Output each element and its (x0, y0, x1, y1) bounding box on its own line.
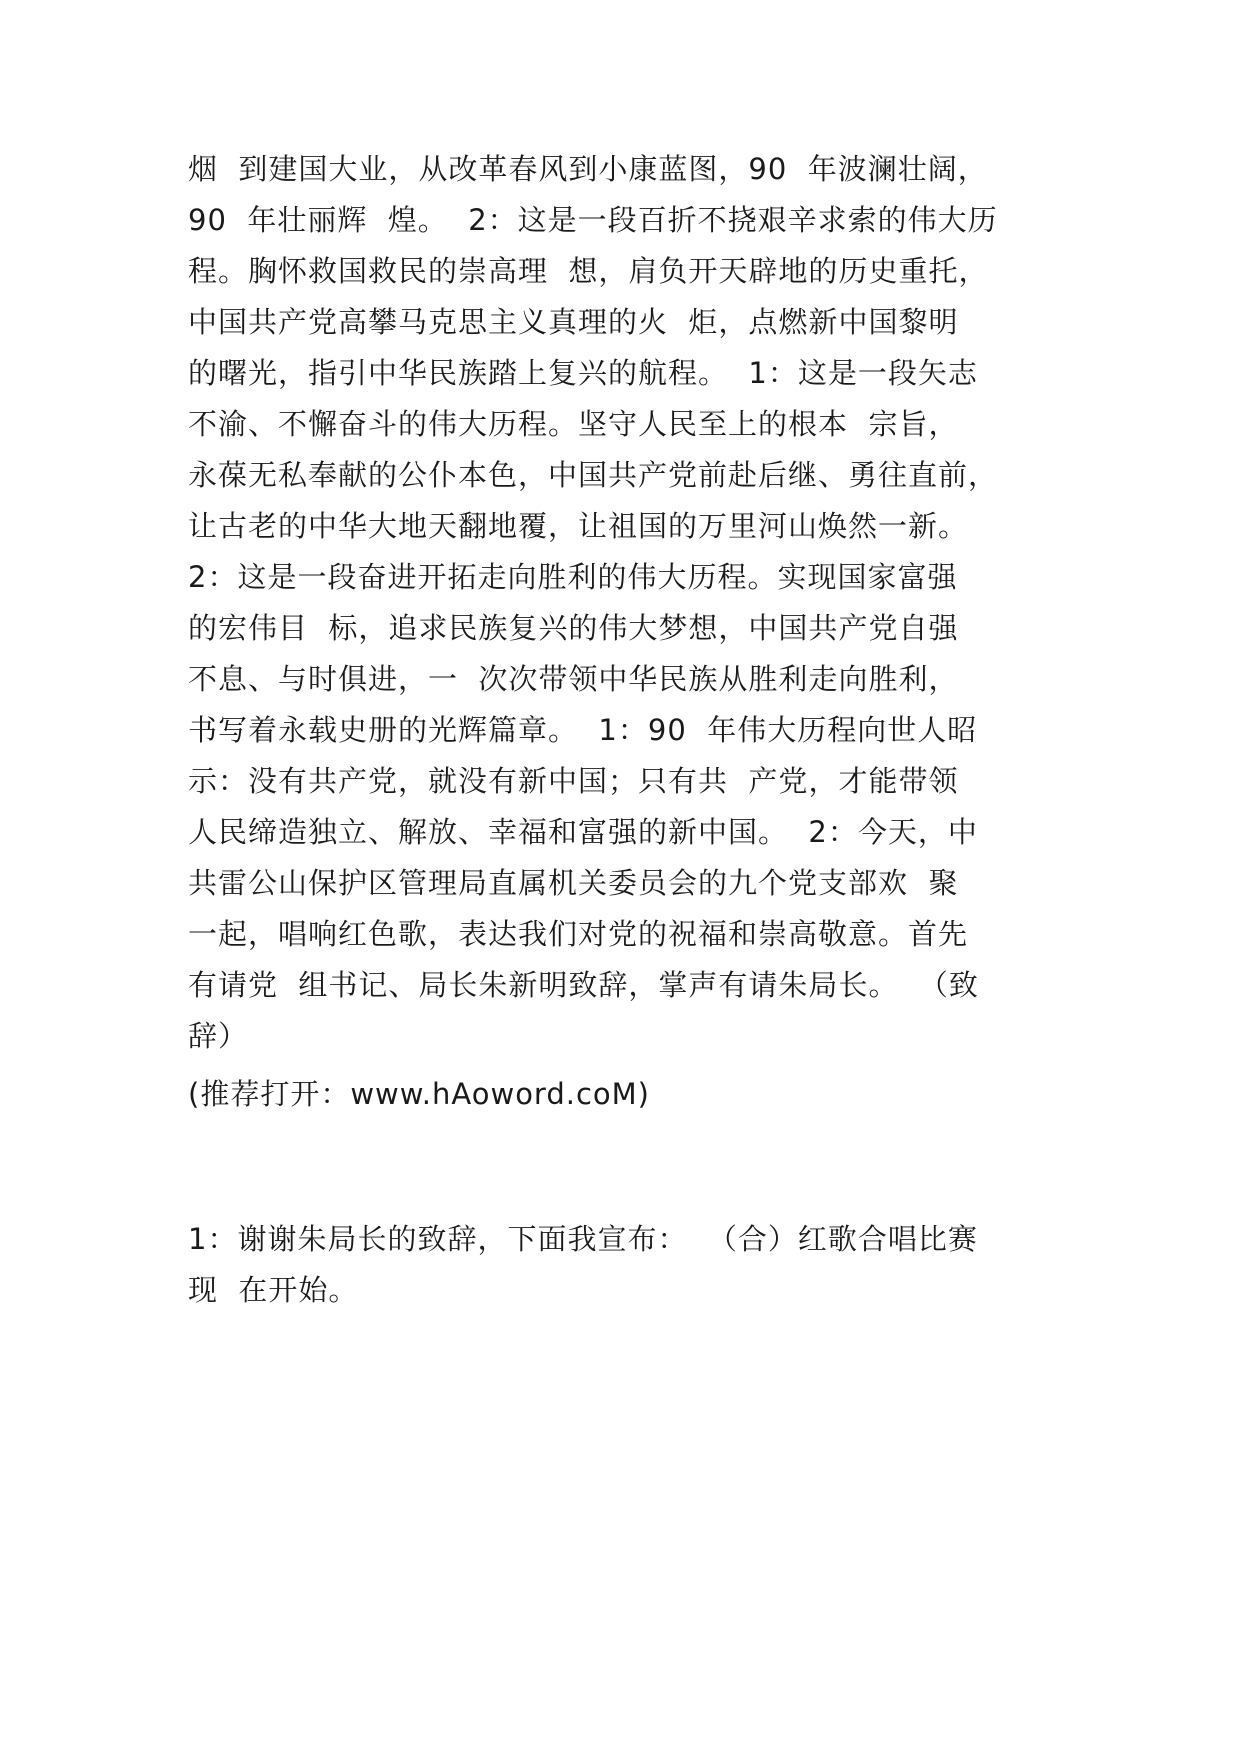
text-line: 现 在开始。 (188, 1273, 359, 1307)
text-line: 90 年壮丽辉 煌。 2：这是一段百折不挠艰辛求索的伟大历 (188, 203, 998, 237)
text-line: 2：这是一段奋进开拓走向胜利的伟大历程。实现国家富强 (188, 560, 958, 594)
text-line: 中国共产党高攀马克思主义真理的火 炬，点燃新中国黎明 (188, 305, 959, 339)
text-line: 的曙光，指引中华民族踏上复兴的航程。 1：这是一段矢志 (188, 356, 978, 390)
text-line: 让古老的中华大地天翻地覆，让祖国的万里河山焕然一新。 (188, 509, 969, 543)
text-line: 辞） (188, 1019, 249, 1053)
text-line: 1：谢谢朱局长的致辞，下面我宣布： （合）红歌合唱比赛 (188, 1222, 978, 1256)
text-line: 示：没有共产党，就没有新中国；只有共 产党，才能带领 (188, 764, 959, 798)
text-line: 永葆无私奉献的公仆本色，中国共产党前赴后继、勇往直前， (188, 458, 999, 492)
text-line: 不渝、不懈奋斗的伟大历程。坚守人民至上的根本 宗旨， (188, 407, 959, 441)
text-line: 不息、与时俱进，一 次次带领中华民族从胜利走向胜利， (188, 662, 959, 696)
recommend-link-text: (推荐打开：www.hAoword.coM) (188, 1077, 650, 1111)
text-line: 有请党 组书记、局长朱新明致辞，掌声有请朱局长。 （致 (188, 968, 979, 1002)
text-line: 一起，唱响红色歌，表达我们对党的祝福和崇高敬意。首先 (188, 917, 969, 951)
text-line: 人民缔造独立、解放、幸福和富强的新中国。 2：今天，中 (188, 815, 978, 849)
text-line: 共雷公山保护区管理局直属机关委员会的九个党支部欢 聚 (188, 866, 959, 900)
text-line: 书写着永载史册的光辉篇章。 1：90 年伟大历程向世人昭 (188, 713, 978, 747)
text-line: 烟 到建国大业，从改革春风到小康蓝图，90 年波澜壮阔， (188, 152, 988, 186)
text-line: 的宏伟目 标，追求民族复兴的伟大梦想，中国共产党自强 (188, 611, 959, 645)
text-line: 程。胸怀救国救民的崇高理 想，肩负开天辟地的历史重托， (188, 254, 989, 288)
